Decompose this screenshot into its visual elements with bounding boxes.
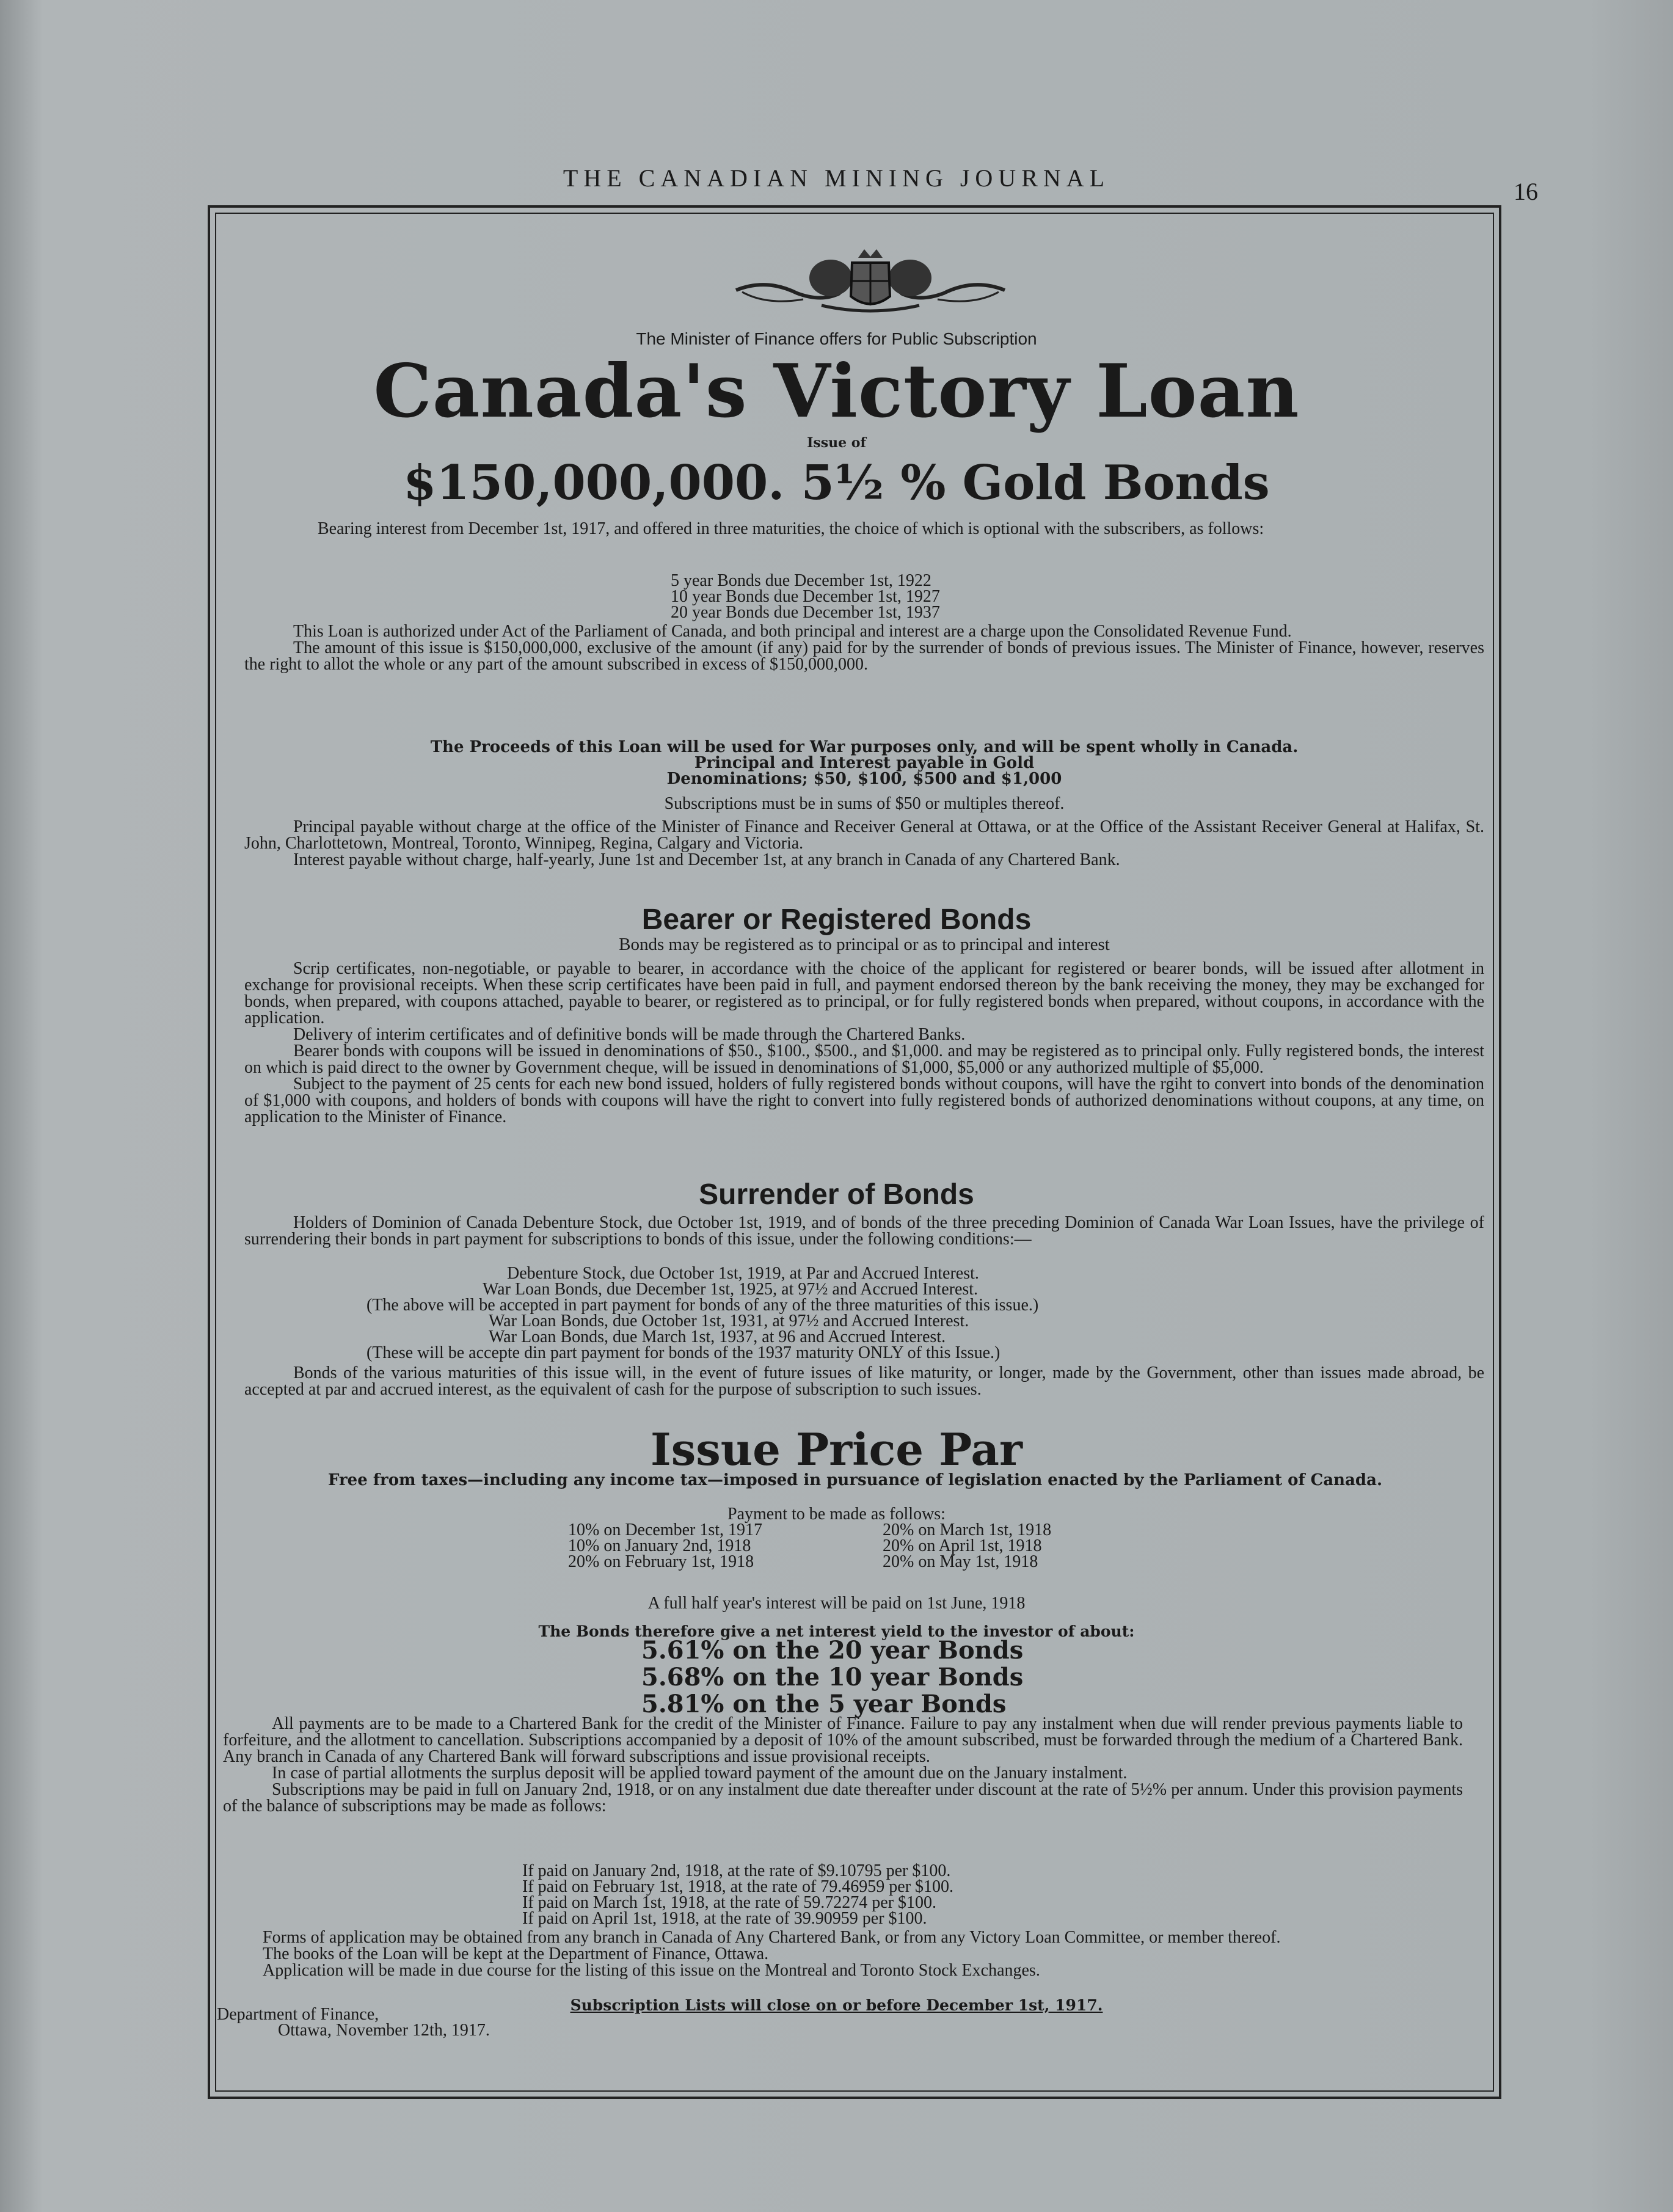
various-text: Bonds of the various maturities of this issue will, in the event of future issues of like maturity, or longer, made by the Government, other than issues made abroad, be accepted at par and accrued interest, as the equivalent of cash for the purpose of subscription to such issues.: [244, 1363, 1484, 1399]
surrender-heading: Surrender of Bonds: [699, 1178, 974, 1211]
payment-heading: Payment to be made as follows:: [727, 1505, 946, 1524]
issue-of: Issue of: [807, 435, 866, 451]
holders-paragraph: [244, 1214, 1484, 1247]
delivery-text: Delivery of interim certificates and of definitive bonds will be made through the Chartered Banks.: [293, 1025, 966, 1044]
holders-text: Holders of Dominion of Canada Debenture Stock, due October 1st, 1919, and of bonds of the three preceding Dominion of Canada War Loan Issues, have the privilege of surrendering their bonds in part payment for subscriptions to bonds of this issue, under the following conditions:—: [244, 1213, 1484, 1249]
authorization-paragraphs: [244, 623, 1484, 673]
subject-payment-text: Subject to the payment of 25 cents for each new bond issued, holders of fully registered bonds without coupons, will have the rgiht to convert into bonds of the denomination of $1,000 with coupons, and holders of bonds with coupons will have the right to convert into fully registered bonds of authorized denominations without coupons, at any time, on application to the Minister of Finance.: [244, 1075, 1484, 1126]
condition-note-1: (The above will be accepted in part payment for bonds of any of the three maturities of this issue.): [366, 1296, 1039, 1315]
bearer-subheading: Bonds may be registered as to principal or as to principal and interest: [619, 935, 1110, 954]
condition-war-loan-1925: War Loan Bonds, due December 1st, 1925, at 97½ and Accrued Interest.: [483, 1280, 979, 1299]
payments-right: [883, 1522, 1051, 1570]
principal-gold-text: Principal and Interest payable in Gold: [694, 754, 1035, 772]
payment-may: 20% on May 1st, 1918: [883, 1552, 1038, 1571]
subscription-sums: Subscriptions must be in sums of $50 or multiples thereof.: [664, 794, 1065, 813]
proceeds-block: [244, 739, 1484, 787]
intro-line: The Minister of Finance offers for Public Subscription: [636, 329, 1037, 348]
bearing-paragraph: [269, 520, 1484, 537]
partial-allotment-text: In case of partial allotments the surplus deposit will be applied toward payment of the amount due on the January instalment.: [272, 1764, 1128, 1783]
half-year-interest: A full half year's interest will be paid on 1st June, 1918: [647, 1594, 1026, 1613]
net-yield-heading: The Bonds therefore give a net interest yield to the investor of about:: [538, 1622, 1135, 1640]
closing-paragraphs: [214, 1929, 1454, 1979]
full-payment-text: Subscriptions may be paid in full on January 2nd, 1918, or on any instalment due date thereafter under discount at the rate of 5½% per annum. Under this provision payments of the balance of subscriptions may be made as follows:: [223, 1780, 1463, 1816]
running-head: THE CANADIAN MINING JOURNAL: [563, 164, 1110, 192]
payment-dec: 10% on December 1st, 1917: [568, 1520, 763, 1539]
payment-feb: 20% on February 1st, 1918: [568, 1552, 754, 1571]
proceeds-text: The Proceeds of this Loan will be used for War purposes only, and will be spent wholly in Canada.: [430, 738, 1299, 756]
maturity-10-year: 10 year Bonds due December 1st, 1927: [671, 587, 940, 606]
discount-schedule: [522, 1863, 953, 1927]
discount-jan: If paid on January 2nd, 1918, at the rate of $9.10795 per $100.: [522, 1861, 951, 1880]
all-payments-text: All payments are to be made to a Chartered Bank for the credit of the Minister of Finance. Failure to pay any instalment when due will render previous payments liable to forfeiture, and the allotment to cancellation. Subscriptions accompanied by a deposit of 10% of the amount subscribed, must be forwarded through the medium of a Chartered Bank. Any branch in Canada of any Chartered Bank will forward subscriptions and issue provisional receipts.: [223, 1714, 1463, 1766]
issue-price-heading: Issue Price Par: [651, 1423, 1022, 1475]
maturity-5-year: 5 year Bonds due December 1st, 1922: [671, 571, 931, 590]
condition-debenture: Debenture Stock, due October 1st, 1919, at Par and Accrued Interest.: [507, 1264, 979, 1283]
maturity-20-year: 20 year Bonds due December 1st, 1937: [671, 603, 940, 622]
ad-title: Canada's Victory Loan: [373, 348, 1300, 434]
surrender-conditions: [366, 1266, 1466, 1361]
payments-paragraphs: [223, 1715, 1463, 1814]
payable-paragraphs: [244, 819, 1484, 868]
yield-20-year: 5.61% on the 20 year Bonds: [641, 1636, 1024, 1665]
yield-10-year: 5.68% on the 10 year Bonds: [641, 1663, 1024, 1692]
page-number: 16: [1514, 178, 1538, 205]
bearer-coupons-text: Bearer bonds with coupons will be issued in denominations of $50., $100., $500., and $1,000. and may be registered as to principal only. Fully registered bonds, the interest on which is paid direct to the owner by Government cheque, will be issued in denominations of $1,000, $5,000 or any authorized multiple of $5,000.: [244, 1042, 1484, 1077]
date-line: Ottawa, November 12th, 1917.: [278, 2021, 490, 2040]
free-taxes: Free from taxes—including any income tax—imposed in pursuance of legislation enacted by the Parliament of Canada.: [327, 1471, 1383, 1489]
authorized-text: This Loan is authorized under Act of the Parliament of Canada, and both principal and interest are a charge upon the Consolidated Revenue Fund.: [293, 622, 1292, 641]
amount-issue-text: The amount of this issue is $150,000,000, exclusive of the amount (if any) paid for by the surrender of bonds of previous issues. The Minister of Finance, however, reserves the right to allot the whole or any part of the amount subscribed in excess of $150,000,000.: [244, 638, 1484, 674]
condition-note-2: (These will be accepte din part payment for bonds of the 1937 maturity ONLY of this Issue.): [366, 1343, 1001, 1362]
yields-list: [641, 1637, 1023, 1718]
condition-war-loan-1937: War Loan Bonds, due March 1st, 1937, at 96 and Accrued Interest.: [489, 1327, 946, 1346]
bearer-heading: Bearer or Registered Bonds: [641, 903, 1032, 936]
interest-payable-text: Interest payable without charge, half-yearly, June 1st and December 1st, at any branch in Canada of any Chartered Bank.: [293, 850, 1120, 869]
discount-feb: If paid on February 1st, 1918, at the rate of 79.46959 per $100.: [522, 1877, 954, 1896]
royal-arms-icon: [730, 244, 1011, 318]
bond-amount: $150,000,000. 5½ % Gold Bonds: [403, 455, 1270, 511]
payments-left: [568, 1522, 762, 1570]
discount-apr: If paid on April 1st, 1918, at the rate of 39.90959 per $100.: [522, 1909, 927, 1928]
books-text: The books of the Loan will be kept at the Department of Finance, Ottawa.: [263, 1944, 769, 1963]
condition-war-loan-1931: War Loan Bonds, due October 1st, 1931, at 97½ and Accrued Interest.: [489, 1312, 969, 1330]
various-paragraph: [244, 1365, 1484, 1398]
lists-close-notice: Subscription Lists will close on or before December 1st, 1917.: [570, 1996, 1103, 2014]
listing-text: Application will be made in due course for the listing of this issue on the Montreal and Toronto Stock Exchanges.: [263, 1961, 1040, 1980]
payment-jan: 10% on January 2nd, 1918: [568, 1536, 751, 1555]
bearer-paragraphs: [244, 960, 1484, 1125]
payment-apr: 20% on April 1st, 1918: [883, 1536, 1042, 1555]
principal-payable-text: Principal payable without charge at the office of the Minister of Finance and Receiver General at Ottawa, or at the Office of the Assistant Receiver General at Halifax, St. John, Charlottetown, Montreal, Toronto, Winnipeg, Regina, Calgary and Victoria.: [244, 817, 1484, 853]
signature-block: [217, 2007, 490, 2039]
scrip-text: Scrip certificates, non-negotiable, or payable to bearer, in accordance with the choice of the applicant for registered or bearer bonds, will be issued after allotment in exchange for provisional receipts. When these scrip certificates have been paid in full, and payment endorsed thereon by the bank receiving the money, they may be exchanged for bonds, when prepared, with coupons attached, payable to bearer, or registered as to principal, or for fully registered bonds when prepared, without coupons, in accordance with the application.: [244, 959, 1484, 1028]
yield-5-year: 5.81% on the 5 year Bonds: [641, 1690, 1007, 1718]
maturities-list: [671, 573, 940, 621]
bearing-text: Bearing interest from December 1st, 1917, and offered in three maturities, the choice of which is optional with the subscribers, as follows:: [318, 519, 1264, 538]
discount-mar: If paid on March 1st, 1918, at the rate of 59.72274 per $100.: [522, 1893, 937, 1912]
payment-mar: 20% on March 1st, 1918: [883, 1520, 1052, 1539]
department: Department of Finance,: [217, 2005, 379, 2024]
forms-text: Forms of application may be obtained from any branch in Canada of Any Chartered Bank, or from any Victory Loan Committee, or member thereof.: [263, 1928, 1281, 1947]
denominations-text: Denominations; $50, $100, $500 and $1,000: [666, 770, 1062, 788]
